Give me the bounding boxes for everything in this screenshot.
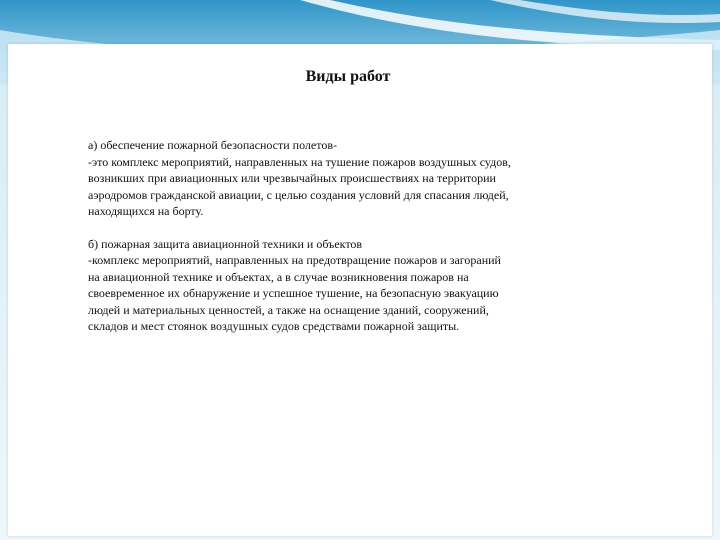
- paragraph-line: -комплекс мероприятий, направленных на предотвращение пожаров и загораний: [88, 253, 501, 267]
- paragraph-line: а) обеспечение пожарной безопасности полетов-: [88, 138, 337, 152]
- paragraph-line: находящихся на борту.: [88, 204, 204, 218]
- slide-title: Виды работ: [305, 68, 391, 85]
- paragraph-line: своевременное их обнаружение и успешное тушение, на безопасную эвакуацию: [88, 286, 499, 300]
- paragraph-line: б) пожарная защита авиационной техники и объектов: [88, 236, 363, 251]
- paragraph-line: -это комплекс мероприятий, направленных на тушение пожаров воздушных судов,: [88, 154, 511, 169]
- paragraph-line: людей и материальных ценностей, а также на оснащение зданий, сооружений,: [88, 302, 489, 317]
- paragraph-b: [88, 236, 608, 335]
- paragraph-line: аэродромов гражданской авиации, с целью создания условий для спасания людей,: [88, 187, 509, 202]
- paragraph-line: складов и мест стоянок воздушных судов средствами пожарной защиты.: [88, 319, 460, 333]
- slide-body: [88, 137, 608, 335]
- paragraph-line: возникших при авиационных или чрезвычайных происшествиях на территории: [88, 171, 496, 185]
- paragraph-spacer: [88, 220, 608, 236]
- paragraph-line: на авиационной технике и объектах, а в случае возникновения пожаров на: [88, 269, 469, 284]
- paragraph-a: [88, 137, 608, 220]
